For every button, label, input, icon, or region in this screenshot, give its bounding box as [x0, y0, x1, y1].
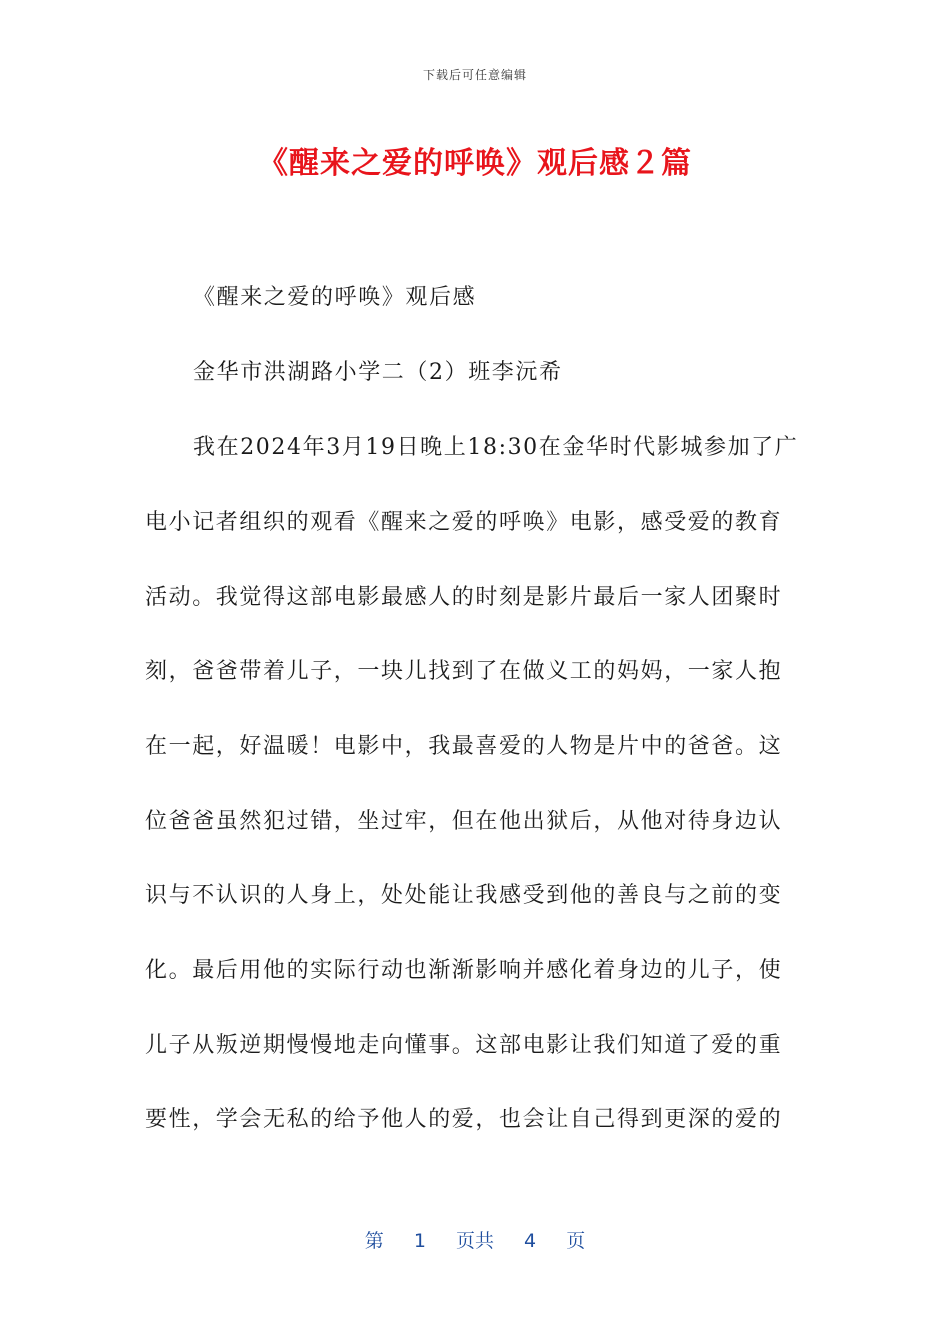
page-footer [0, 1226, 950, 1253]
page-label-suffix: 页 [566, 1230, 586, 1252]
total-pages-number: 4 [524, 1230, 537, 1252]
paragraph-line: 化。最后用他的实际行动也渐渐影响并感化着身边的儿子，使 [145, 958, 783, 983]
paragraph-line: 电小记者组织的观看《醒来之爱的呼唤》电影，感受爱的教育 [145, 510, 783, 535]
paragraph-line: 位爸爸虽然犯过错，坐过牢，但在他出狱后，从他对待身边认 [145, 809, 783, 834]
paragraph-line: 要性，学会无私的给予他人的爱，也会让自己得到更深的爱的 [145, 1107, 783, 1132]
paragraph-line: 在一起，好温暖！电影中，我最喜爱的人物是片中的爸爸。这 [145, 734, 783, 759]
paragraph-line: 我在2024年3月19日晚上18:30在金华时代影城参加了广 [193, 435, 799, 460]
author-line: 金华市洪湖路小学二（2）班李沅希 [193, 360, 563, 385]
page-label-mid: 页共 [455, 1230, 494, 1252]
paragraph-line: 活动。我觉得这部电影最感人的时刻是影片最后一家人团聚时 [145, 585, 783, 610]
paragraph-line: 刻，爸爸带着儿子，一块儿找到了在做义工的妈妈，一家人抱 [145, 659, 783, 684]
paragraph-line: 识与不认识的人身上，处处能让我感受到他的善良与之前的变 [145, 883, 783, 908]
current-page-number: 1 [413, 1230, 426, 1252]
paragraph-line: 儿子从叛逆期慢慢地走向懂事。这部电影让我们知道了爱的重 [145, 1033, 783, 1058]
document-title: 《醒来之爱的呼唤》观后感２篇 [258, 146, 692, 181]
header-note: 下载后可任意编辑 [422, 68, 527, 82]
page-label-prefix: 第 [364, 1230, 384, 1252]
document-subtitle: 《醒来之爱的呼唤》观后感 [193, 285, 477, 310]
